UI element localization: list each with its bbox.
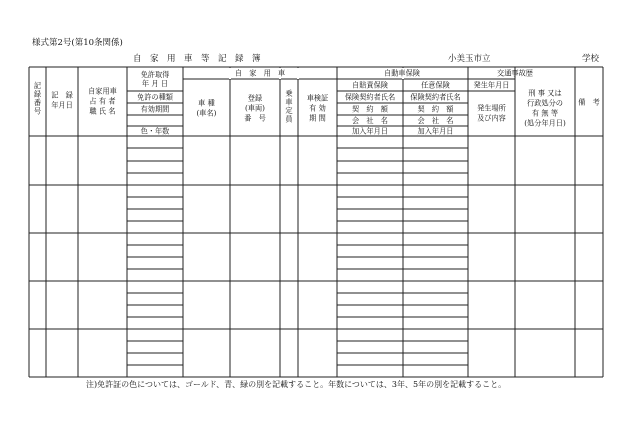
header-compulsory: 自賠責保険 [352, 80, 388, 90]
header-contractor-b: 保険契約者氏名 [410, 92, 461, 102]
header-insurance: 自動車保険 [384, 68, 420, 78]
header-record-date: 記 録年月日 [51, 90, 73, 110]
form-label: 様式第2号(第10条関係) [32, 38, 123, 48]
header-color-years: 色・年数 [140, 126, 170, 136]
header-joined-a: 加入年月日 [352, 126, 388, 136]
header-capacity: 乗車定員 [285, 89, 293, 124]
header-accident-history: 交通事故歴 [497, 68, 533, 78]
header-inspection: 車検証有 効期 間 [306, 93, 329, 123]
header-accident-date: 発生年月日 [473, 80, 510, 90]
school-prefix: 小美玉市立 [448, 54, 491, 64]
header-amount-b: 契 約 額 [417, 104, 454, 114]
header-own-car: 自 家 用 車 [234, 68, 286, 78]
header-registration: 登録(車両)番 号 [244, 93, 266, 123]
header-contractor-a: 保険契約者氏名 [344, 92, 396, 102]
header-optional: 任意保険 [421, 80, 450, 90]
header-owner: 自家用車占 有 者職 氏 名 [88, 86, 117, 116]
header-valid-period: 有効期間 [140, 104, 170, 114]
header-license-type: 免許の種類 [137, 92, 173, 102]
school-suffix: 学校 [582, 54, 600, 64]
header-company-a: 会 社 名 [352, 116, 388, 125]
header-penalty: 刑 事 又は行政処分の有 無 等(処分年月日) [524, 88, 566, 128]
header-merge-mask [297, 68, 299, 79]
header-accident-place: 発生場所及び内容 [477, 103, 506, 123]
header-joined-b: 加入年月日 [417, 126, 454, 136]
header-record-number: 記録番号 [33, 81, 42, 116]
footnote: 注)免許証の色については、ゴールド、青、緑の別を記載すること。年数については、3年、5年の別を記載すること。 [86, 380, 507, 389]
header-license-date: 免許取得年 月 日 [140, 70, 170, 88]
header-amount-a: 契 約 額 [352, 104, 388, 114]
header-merge-mask [229, 68, 231, 79]
header-remarks: 備 考 [578, 97, 600, 107]
header-company-b: 会 社 名 [417, 116, 454, 125]
page-title: 自 家 用 車 等 記 録 簿 [133, 54, 261, 64]
header-car-type: 車 種(車名) [196, 98, 217, 118]
